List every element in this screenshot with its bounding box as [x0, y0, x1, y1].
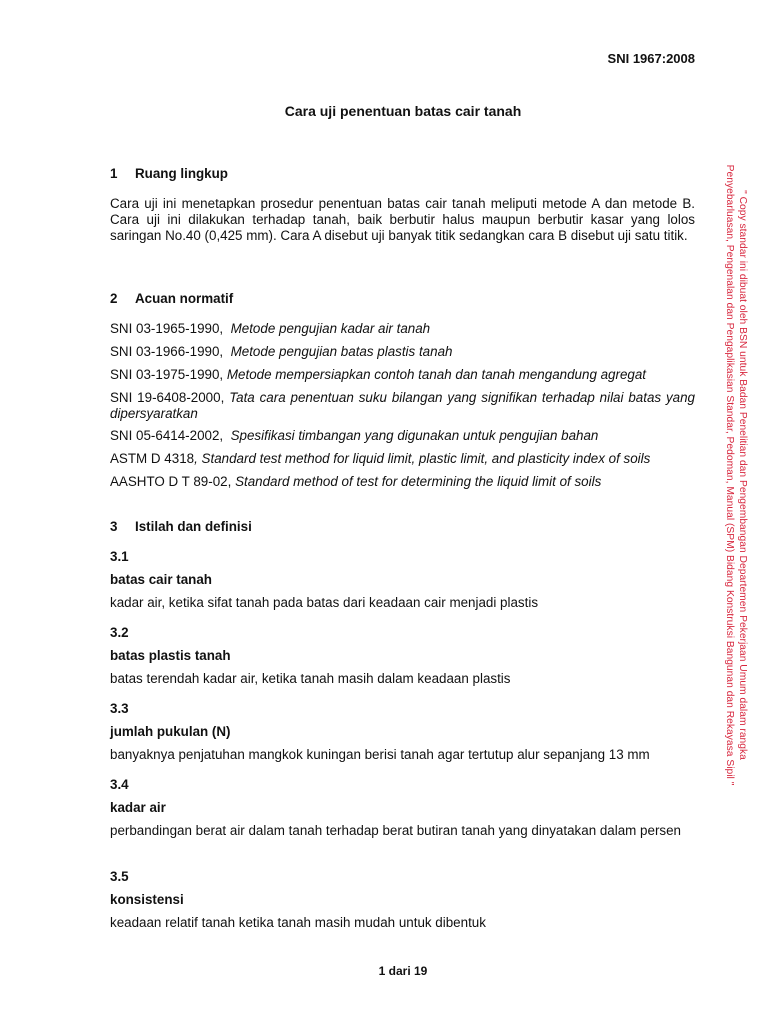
reference-code: ASTM D 4318	[110, 451, 195, 466]
term-definition: keadaan relatif tanah ketika tanah masih mudah untuk dibentuk	[110, 915, 486, 930]
document-id: SNI 1967:2008	[607, 51, 695, 66]
reference-title: , Standard test method for liquid limit, plastic limit, and plasticity index of soils	[194, 451, 651, 466]
normative-reference	[110, 428, 695, 444]
normative-reference	[110, 344, 695, 360]
reference-code: SNI 03-1966-1990,	[110, 344, 224, 359]
section-1-paragraph: Cara uji ini menetapkan prosedur penentuan batas cair tanah meliputi metode A dan metode B. Cara uji ini dilakukan terhadap tanah, baik berbutir halus maupun berbutir kasar yang lolos saringan No.40 (0,425 mm). Cara A disebut uji banyak titik sedangkan cara B disebut uji satu titik.	[110, 196, 695, 243]
term-number: 3.2	[110, 625, 129, 640]
section-number: 1	[110, 166, 118, 181]
section-number: 3	[110, 519, 118, 534]
term-definition: banyaknya penjatuhan mangkok kuningan berisi tanah agar tertutup alur sepanjang 13 mm	[110, 747, 650, 762]
section-title: Ruang lingkup	[135, 166, 228, 181]
reference-title: Metode pengujian batas plastis tanah	[230, 344, 453, 359]
reference-title: Standard method of test for determining the liquid limit of soils	[235, 474, 602, 489]
section-2-heading	[110, 291, 233, 307]
reference-title: Tata cara penentuan suku bilangan yang signifikan terhadap nilai batas yang dipersyaratkan	[110, 390, 696, 421]
section-3-heading	[110, 519, 252, 535]
page-number: 1 dari 19	[378, 964, 428, 978]
normative-reference	[110, 321, 695, 337]
reference-code: SNI 19-6408-2000,	[110, 390, 225, 405]
reference-title: Metode mempersiapkan contoh tanah dan tanah mengandung agregat	[226, 367, 647, 382]
term-name: batas cair tanah	[110, 572, 212, 587]
term-definition: batas terendah kadar air, ketika tanah masih dalam keadaan plastis	[110, 671, 511, 686]
reference-code: AASHTO D T 89-02,	[110, 474, 232, 489]
reference-title: Spesifikasi timbangan yang digunakan untuk pengujian bahan	[230, 428, 599, 443]
term-name: jumlah pukulan (N)	[110, 724, 231, 739]
reference-code: SNI 03-1965-1990,	[110, 321, 224, 336]
term-number: 3.1	[110, 549, 129, 564]
reference-code: SNI 05-6414-2002,	[110, 428, 224, 443]
term-number: 3.4	[110, 777, 129, 792]
term-definition: kadar air, ketika sifat tanah pada batas dari keadaan cair menjadi plastis	[110, 595, 539, 610]
normative-reference	[110, 451, 695, 467]
reference-code: SNI 03-1975-1990,	[110, 367, 224, 382]
section-title: Acuan normatif	[135, 291, 234, 306]
section-number: 2	[110, 291, 118, 306]
term-definition: perbandingan berat air dalam tanah terhadap berat butiran tanah yang dinyatakan dalam persen	[110, 823, 681, 838]
term-name: konsistensi	[110, 892, 184, 907]
term-number: 3.5	[110, 869, 129, 884]
copyright-side-note: " Copy standar ini dibuat oleh BSN untuk Badan Penelitian dan Pengembangan Departemen Pekerjaan Umum dalam rangka Penyebarluasan, Pengenalan dan Pengaplikasian Standar, Pedoman, Manual (SPM) Bidang Konstruksi Bangunan dan Rekayasa Sipil "	[724, 164, 748, 786]
normative-reference	[110, 367, 695, 383]
term-number: 3.3	[110, 701, 129, 716]
term-name: batas plastis tanah	[110, 648, 231, 663]
normative-reference	[110, 390, 695, 422]
section-1-heading	[110, 166, 228, 182]
reference-title: Metode pengujian kadar air tanah	[230, 321, 431, 336]
normative-reference	[110, 474, 695, 490]
term-name: kadar air	[110, 800, 166, 815]
section-title: Istilah dan definisi	[135, 519, 252, 534]
document-title: Cara uji penentuan batas cair tanah	[284, 103, 522, 119]
